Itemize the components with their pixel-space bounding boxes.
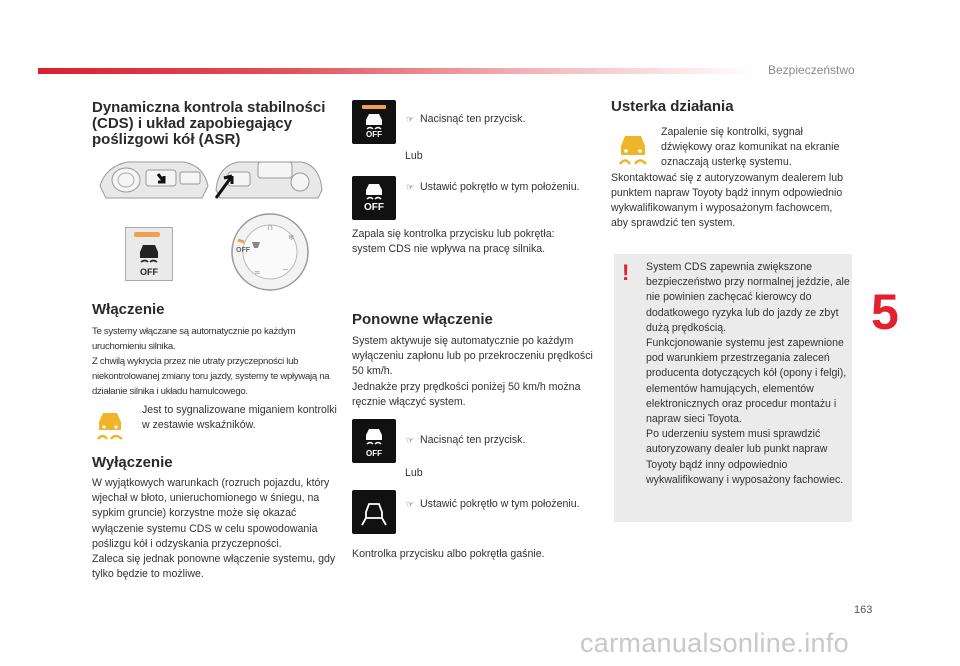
step-text: Ustawić pokrętło w tym położeniu. [420,181,580,193]
wlaczenie-heading: Włączenie [92,301,165,318]
wlaczenie-text: Te systemy włączane są automatycznie po każdym uruchomieniu silnika. Z chwilą wykrycia przez nie utraty przyczepności lub niekontrolowanej zmiany toru jazdy, systemy te wpływają na działanie silnika i układu hamulcowego. [92,326,330,397]
step-text: Ustawić pokrętło w tym położeniu. [420,498,580,510]
watermark: carmanualsonline.info [580,628,849,658]
arrow-bullet-icon: ☞ [406,114,415,124]
skid-car-icon [363,427,385,445]
header-accent-bar [38,68,758,74]
section-header: Bezpieczeństwo [768,63,855,77]
button-indicator-light [134,232,160,237]
wylaczenie-heading: Wyłączenie [92,454,173,471]
step-text: Nacisnąć ten przycisk. [420,434,526,446]
reenable-heading: Ponowne włączenie [352,311,493,328]
warning-text: System CDS zapewnia zwiększone bezpieczeństwo przy normalnej jeździe, ale nie powinien zachęcać kierowcy do dodatkowego ryzyka lub do jazdy ze zbyt dużą prędkością. Funkcjonowanie systemu jest zapewnione pod warunkiem przestrzegania zaleceń producenta dotyczących kół (opony i felgi), elementów hamujących, elementów elektronicznych oraz procedur montażu i napraw sieci Toyota. Po uderzeniu system musi sprawdzić autoryzowany dealer lub punkt napraw Toyoty bądź inny odpowiednio wykwalifikowany i wyposażony fachowiec. [646,261,850,486]
off-result-text: Zapala się kontrolka przycisku lub pokrętła: system CDS nie wpływa na pracę silnika. [352,228,555,256]
skid-car-icon [363,112,385,130]
svg-text:∩: ∩ [266,223,274,233]
off-label: OFF [366,449,382,458]
warning-exclamation-icon: ! [622,260,630,285]
or-label: Lub [405,150,423,162]
cds-off-button-illustration [125,227,173,281]
off-step-press [406,112,610,127]
reenable-step-press [406,433,610,448]
cds-off-button-unlit [352,419,396,463]
svg-text:≈: ≈ [254,268,261,277]
off-label: OFF [364,202,384,213]
reenable-text: System aktywuje się automatycznie po każdym wyłączeniu zapłonu lub po przekroczeniu prędkości 50 km/h. Jednakże przy prędkości poniżej 50 km/h można ręcznie włączyć system. [352,335,593,408]
arrow-bullet-icon: ☞ [406,499,415,509]
arrow-bullet-icon: ☞ [406,435,415,445]
car-road-icon [360,498,388,526]
skid-car-icon [136,242,162,264]
usterka-text-long: Skontaktować się z autoryzowanym dealerem lub punktem napraw Toyoty bądź innym odpowiednio wykwalifikowanym i wyposażonym fachowcem, aby sprawdzić ten system. [611,171,843,230]
cds-off-button-lit [352,100,396,144]
svg-text:❄: ❄ [288,233,295,242]
wlaczenie-indicator-text: Jest to sygnalizowane miganiem kontrolki w zestawie wskaźników. [142,404,337,432]
terrain-dial-illustration [230,212,310,292]
usterka-text-short: Zapalenie się kontrolki, sygnał dźwiękowy oraz komunikat na ekranie oznaczają usterkę systemu. [661,126,840,169]
reenable-result-text: Kontrolka przycisku albo pokrętła gaśnie. [352,548,545,560]
dial-normal-position-icon [352,490,396,534]
wylaczenie-text: W wyjątkowych warunkach (rozruch pojazdu, który wjechał w błoto, unieruchomionego w śniegu, na sypkim gruncie) korzystne może się okazać wyłączenie systemu CDS w celu spowodowania poślizgu kół i odzyskania przyczepności. Zaleca się jednak ponowne włączenie systemu, gdy tylko będzie to możliwe. [92,477,336,581]
dial-off-label: OFF [236,247,250,254]
dial-off-position-icon [352,176,396,220]
skid-car-icon [363,182,385,200]
off-step-dial [406,180,595,195]
usterka-text-block [611,125,851,231]
reenable-step-dial [406,497,595,512]
stability-warning-icon [92,408,128,442]
page-number: 163 [854,604,873,616]
arrow-bullet-icon: ☞ [406,182,415,192]
chapter-number: 5 [871,284,899,340]
off-label: OFF [366,130,382,139]
dashboard-illustration-left [98,156,210,200]
usterka-heading: Usterka działania [611,98,734,115]
or-label: Lub [405,467,423,479]
svg-text:~: ~ [282,265,289,274]
dashboard-illustration-right [212,154,324,200]
off-label: OFF [140,267,158,277]
button-indicator-light [362,105,386,109]
step-text: Nacisnąć ten przycisk. [420,113,526,125]
page-title: Dynamiczna kontrola stabilności (CDS) i układ zapobiegający poślizgowi kół (ASR) [92,99,326,148]
